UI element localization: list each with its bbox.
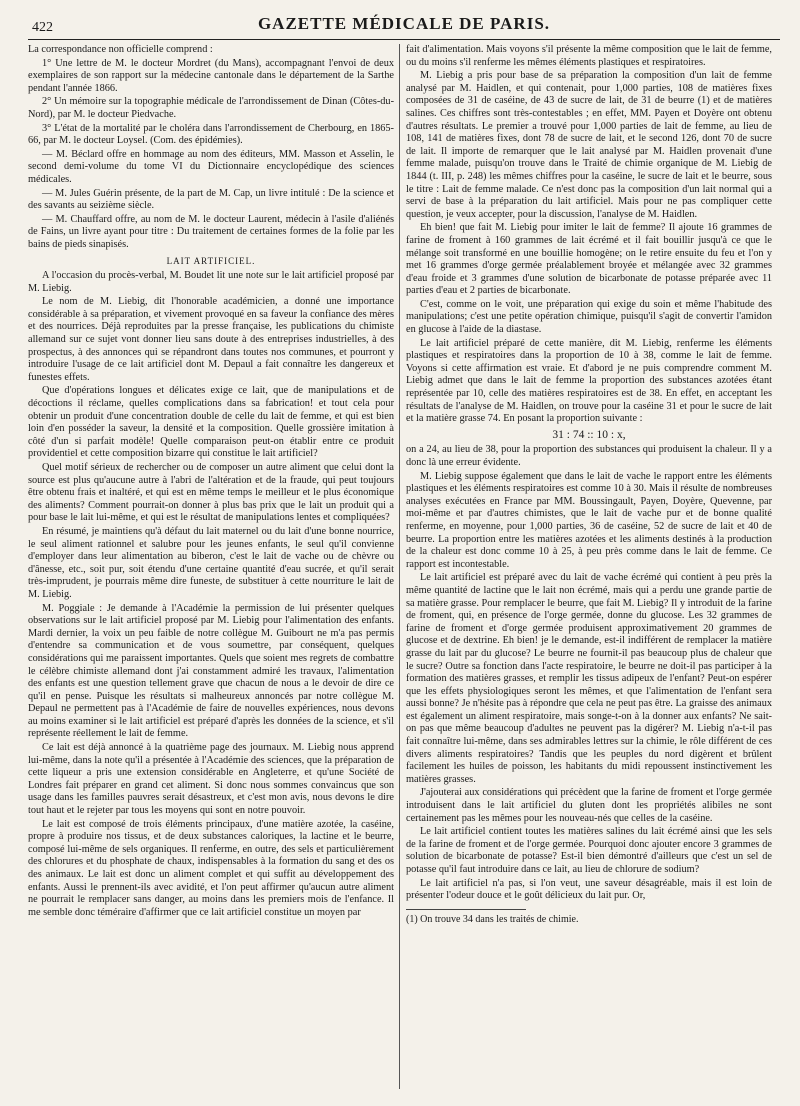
poggiale-paragraph: M. Poggiale : Je demande à l'Académie la permission de lui présenter quelques observations sur le lait artificiel proposé par M. Liebig pour l'alimentation des enfants. Mardi dernier, la voix un peu faible de notre collègue M. Guibourt ne m'a pas permis d'entendre sa communication et de vous soumettre, par conséquent, quelques considérations qui me paraissent importantes. Quels que soient mes regrets de combattre le célèbre chimiste allemand dont j'ai constamment admiré les travaux, l'alimentation des enfants est une question tellement grave que chacun de nous a le devoir de dire ce qu'il en pense. Puisque les résultats si malheureux annoncés par notre collègue M. Depaul ne permettent pas à l'Académie de faire de nouvelles expériences, nous devons au moins examiner si le lait artificiel est préparé d'après les données de la science, et s'il représente réellement le lait de femme. (28, 602, 394, 740)
paragraph: J'ajouterai aux considérations qui précèdent que la farine de froment et l'orge germée introduisent dans le lait artificiel du gluten dont les propriétés alibiles ne sont certainement pas les mêmes pour les nouveau-nés que celles de la caséine. (406, 787, 772, 824)
correspondence-item-2: 2° Un mémoire sur la topographie médicale de l'arrondissement de Dinan (Côtes-du-Nord), par M. le docteur Piedvache. (28, 96, 394, 120)
footnote-rule (406, 909, 526, 910)
header-rule (28, 39, 780, 40)
footnote: (1) On trouve 34 dans les traités de chimie. (406, 913, 579, 925)
paragraph: on a 24, au lieu de 38, pour la proportion des substances qui produisent la chaleur. Il y a donc là une erreur évidente. (406, 444, 772, 468)
paragraph: M. Liebig a pris pour base de sa préparation la composition d'un lait de femme analysé par M. Haidlen, et qui contenait, pour 1,000 parties, 108 de matières fixes composées de 31 de caséine, de 43 de sucre de lait, de 31 de beurre (1) et de matières salines. Ces chiffres sont très-contestables ; en effet, MM. Payen et Doyère ont obtenu d'autres résultats. Le premier a trouvé pour 1,000 parties de lait de femme, au lieu de 108, 141 de matières fixes, dont 78 de sucre de lait, et le second 126, dont 70 de sucre de lait. Il importe de remarquer que le lait analysé par M. Haidlen provenait d'une femme malade, puisqu'on trouve dans le Traité de chimie organique de M. Liebig de 1844 (t. III, p. 248) les mêmes chiffres pour la caséine, le sucre de lait et le beurre, sous le titre : Lait de femme malade. Ce n'est donc pas la composition d'un lait normal qui a servi de base à la préparation du lait artificiel. Mais pour ne pas compliquer cette question, je veux accepter, pour la discussion, l'analyse de M. Haidlen. (406, 70, 772, 220)
paragraph: Le lait artificiel n'a pas, si l'on veut, une saveur désagréable, mais il est loin de présenter l'odeur douce et le goût délicieux du lait pur. Or, (406, 877, 772, 902)
column-divider (399, 44, 400, 1089)
paragraph: Ce lait est déjà annoncé à la quatrième page des journaux. M. Liebig nous apprend lui-même, dans la note qu'il a présentée à l'Académie des sciences, que la préparation de cette liqueur a pris une extension considérable en Angleterre, et qu'une Société de Londres fait préparer en grand cet aliment. Si donc nous sommes convaincus que son usage dans les familles pauvres serait désastreux, et c'est mon avis, nous devons le dire tout haut et le rejeter par tous les moyens qui sont en notre pouvoir. (28, 742, 394, 817)
paragraph: Le lait est composé de trois éléments principaux, d'une matière azotée, la caséine, propre à produire nos tissus, et de deux substances caloriques, la lactine et le beurre, composé lui-même de sels organiques. Il renferme, en outre, des sels et particulièrement des chlorures et du phosphate de chaux, indispensables à la formation du sang et des os des animaux. Le lait est donc un aliment complet et qui suffit au développement des enfants. Aussi le prennent-ils avec avidité, et l'on peut affirmer qu'aucun autre aliment ne pourrait le remplacer sans danger, au moins dans les premiers mois de l'enfance. Il me semble donc téméraire d'affirmer que ce lait artificiel constitue un moyen par (28, 818, 394, 918)
paragraph: A l'occasion du procès-verbal, M. Boudet lit une note sur le lait artificiel proposé par M. Liebig. (28, 270, 394, 294)
journal-title: GAZETTE MÉDICALE DE PARIS. (257, 14, 551, 33)
paragraph: Le lait artificiel contient toutes les matières salines du lait écrémé ainsi que les sels de la farine de froment et de l'orge germée. Pourquoi donc ajouter encore 3 grammes de solution de bicarbonate de potasse? Est-il bien démontré d'ailleurs que c'est un sel de potasse qu'il faut introduire dans ce lait, au lieu de chlorure de sodium? (406, 826, 772, 875)
guerin-paragraph: — M. Jules Guérin présente, de la part de M. Cap, un livre intitulé : De la science et des savants au seizième siècle. (28, 187, 394, 212)
correspondence-item-3: 3° L'état de la mortalité par le choléra dans l'arrondissement de Cherbourg, en 1865-66, par M. le docteur Loysel. (Com. des épidémies). (28, 122, 394, 147)
correspondence-intro: La correspondance non officielle comprend : (28, 44, 213, 55)
section-heading: LAIT ARTIFICIEL. (166, 255, 256, 266)
paragraph: M. Liebig suppose également que dans le lait de vache le rapport entre les éléments plastiques et les éléments respiratoires est comme 10 à 30. Mais il résulte de nombreuses analyses exécutées en France par MM. Boussingault, Payen, Doyère, Quevenne, par moi-même et par d'autres chimistes, que le lait de vache pur et de bonne qualité renferme, en moyenne, pour 1,000 parties, 36 de caséine, 52 de sucre de lait et 40 de beurre. La proportion entre les matières azotées et les aliments destinés à la production de la chaleur est donc comme 10 à 25, à peu près comme dans le lait de femme. Ce rapport est incontestable. (406, 470, 772, 570)
page-number: 422 (32, 20, 53, 35)
paragraph: Que d'opérations longues et délicates exige ce lait, que de manipulations et de décoctions il réclame, quelles complications dans sa fabrication! et tout cela pour obtenir un produit d'une concentration double de celle du lait de femme, et qui est bien loin d'en posséder la saveur, la densité et la composition. Quelle grossière imitation à côté d'un si parfait modèle! Quelle comparaison peut-on établir entre ce produit providentiel et cette composition bizarre qui constitue le lait artificiel? (28, 385, 394, 460)
paragraph: En résumé, je maintiens qu'à défaut du lait maternel ou du lait d'une bonne nourrice, le seul aliment rationnel et salubre pour les jeunes enfants, le seul qu'il convienne d'employer dans leur alimentation au biberon, c'est le lait de vache ou de chèvre ou d'ânesse, etc., soit pur, soit étendu d'une certaine quantité d'eau sucrée, et qu'il serait très-imprudent, je pourrais même dire funeste, de substituer à cette nourriture le lait de M. Liebig. (28, 525, 394, 600)
paragraph: fait d'alimentation. Mais voyons s'il présente la même composition que le lait de femme, ou du moins s'il renferme les mêmes éléments plastiques et respiratoires. (406, 44, 772, 68)
chauffard-paragraph: — M. Chauffard offre, au nom de M. le docteur Laurent, médecin à l'asile d'aliénés de Fains, un livre ayant pour titre : Du traitement de certaines formes de la folie par les bains de pieds sinapisés. (28, 213, 394, 250)
left-column (28, 44, 394, 920)
paragraph: Le lait artificiel est préparé avec du lait de vache écrémé qui contient à peu près la même quantité de lactine que le lait non écrémé, mais qui a perdu une grande partie de sa matière grasse. Pour remplacer le beurre, que fait M. Liebig? Il y introduit de la farine de froment, qui, en présence de l'orge germée, donne du glucose. Les 32 grammes de farine de froment et d'orge germée produisent approximativement 20 grammes de glucose et de dextrine. Eh bien! je le demande, est-il indifférent de remplacer la matière grasse du lait par du glucose? Le beurre ne fournit-il pas beaucoup plus de chaleur que le sucre? Outre sa fonction dans l'acte respiratoire, le beurre ne doit-il pas participer à la formation des matières grasses, et remplir les tissus adipeux de l'enfant? Peut-on espérer que les effets physiologiques seront les mêmes, et que l'alimentation de l'enfant sera aussi bonne? Je n'hésite pas à répondre que cela ne peut pas être. La graisse des animaux est également un aliment respiratoire, mais songe-t-on à la donner aux enfants? Ne sait-on pas que même beaucoup d'adultes ne peuvent pas la digérer? M. Liebig n'a-t-il pas fait connaître lui-même, dans ses admirables lettres sur la chimie, le rôle différent de ces divers aliments respiratoires? Tandis que les peuples du nord digèrent et brûlent facilement les huiles de poisson, les habitants du midi repoussent instinctivement les matières grasses. (406, 572, 772, 785)
paragraph: Quel motif sérieux de rechercher ou de composer un autre aliment que celui dont la source est plus qu'aucune autre à l'abri de l'altération et de la fraude, qui peut toujours être obtenu frais et inaltéré, et qui est en même temps le meilleur et le plus économique des aliments? Comment pourrait-on donner à plus bas prix que le lait un produit qui a pour base le lait lui-même, et qui est le résultat de manipulations lentes et compliquées? (28, 462, 394, 524)
correspondence-item-1: 1° Une lettre de M. le docteur Mordret (du Mans), accompagnant l'envoi de deux exemplaires de son rapport sur la médecine cantonale dans le département de la Sarthe pendant l'année 1866. (28, 57, 394, 94)
paragraph: Eh bien! que fait M. Liebig pour imiter le lait de femme? Il ajoute 16 grammes de farine de froment à 160 grammes de lait écrémé et il fait bouillir jusqu'à ce que le mélange soit transformé en une bouillie homogène; on le retire ensuite du feu et l'on y met 16 grammes d'orge germée préalablement broyée et mélangée avec 32 grammes d'eau froide et 3 grammes d'une solution de bicarbonate de potasse préparée avec 11 parties d'eau et 2 parties de bicarbonate. (406, 222, 772, 297)
page (28, 14, 780, 1094)
page-header (28, 14, 780, 36)
paragraph: C'est, comme on le voit, une préparation qui exige du soin et même l'habitude des manipulations; c'est une petite opération chimique, puisqu'il s'agit de convertir l'amidon en glucose à l'aide de la diastase. (406, 298, 772, 336)
proportion-formula: 31 : 74 :: 10 : x, (552, 428, 626, 441)
beclard-paragraph: — M. Béclard offre en hommage au nom des éditeurs, MM. Masson et Asselin, le second demi-volume du tome VI du Dictionnaire encyclopédique des sciences médicales. (28, 148, 394, 185)
paragraph: Le nom de M. Liebig, dit l'honorable académicien, a donné une importance considérable à sa préparation, et vivement provoqué en sa faveur la confiance des mères et des nourrices. Déjà reproduites par la presse française, les publications du chimiste allemand sur ce sujet vont donner lieu sans doute à des entreprises industrielles, à des prospectus, à des annonces qui se répandront dans toutes nos communes, et pourront y introduire l'usage de ce lait artificiel dont M. Depaul a fait connaître les dangereux et funestes effets. (28, 296, 394, 383)
paragraph: Le lait artificiel préparé de cette manière, dit M. Liebig, renferme les éléments plastiques et respiratoires dans la proportion de 10 à 38, comme le lait de femme. Voyons si cette affirmation est vraie. Et d'abord je ne puis comprendre comment M. Liebig admet que dans le lait de femme la proportion des substances azotées étant représentée par 10, celle des matières respiratoires est de 38. En effet, en acceptant les résultats de l'analyse de M. Haidlen, on trouve pour la caséine 31 et pour le sucre de lait et la matière grasse 74. En posant la proportion suivante : (406, 337, 772, 425)
right-column (406, 44, 772, 927)
